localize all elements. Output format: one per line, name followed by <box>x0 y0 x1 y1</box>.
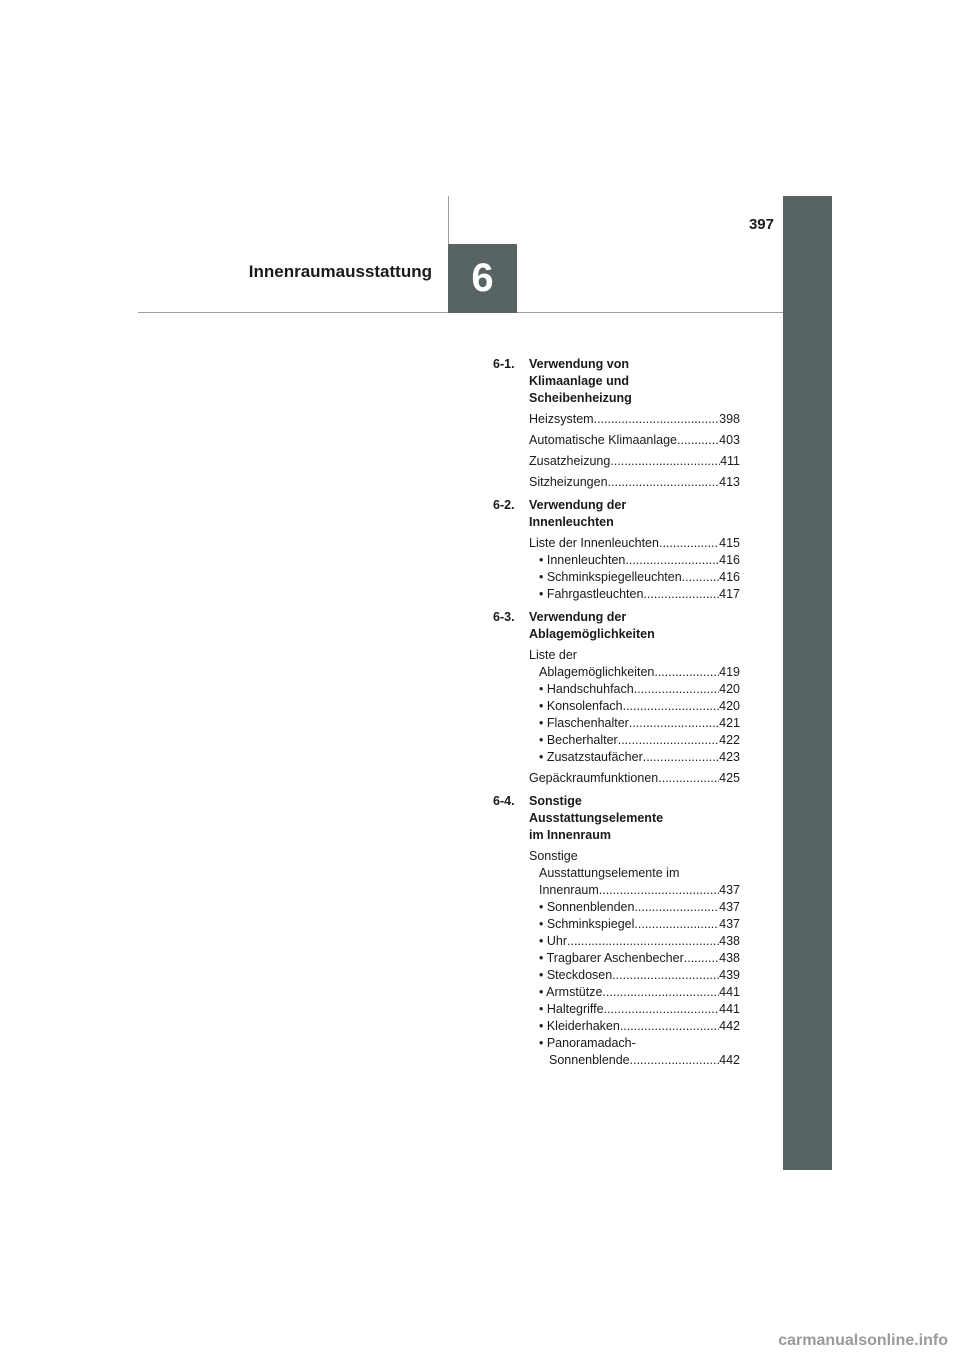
toc-entry-text: Gepäckraumfunktionen <box>529 771 659 785</box>
toc-subentry <box>529 698 740 715</box>
toc-entry-line[interactable] <box>539 569 740 586</box>
toc-section-title <box>529 609 740 643</box>
toc-section-number: 6-1. <box>493 357 515 371</box>
toc-entry-text-line: • Panoramadach- <box>539 1036 636 1050</box>
table-of-contents <box>493 356 740 1075</box>
toc-subentry <box>529 552 740 569</box>
toc-section-title-line: Verwendung von <box>529 357 630 371</box>
toc-entry-text: • Konsolenfach <box>539 699 623 713</box>
toc-entry-text: • Uhr <box>539 934 567 948</box>
toc-section-title-line: Verwendung der <box>529 498 627 512</box>
toc-page-number: 416 <box>719 553 740 567</box>
toc-section-heading[interactable] <box>493 497 740 531</box>
toc-page-number: 437 <box>719 883 740 897</box>
toc-leader-dots <box>643 749 719 766</box>
toc-subentry <box>529 967 740 984</box>
toc-subentry <box>529 984 740 1001</box>
toc-page-number: 441 <box>719 985 740 999</box>
toc-page-number: 438 <box>719 934 740 948</box>
toc-entry <box>529 647 740 766</box>
toc-entry-text: • Flaschenhalter <box>539 716 629 730</box>
toc-section-heading[interactable] <box>493 356 740 407</box>
toc-subentry <box>529 899 740 916</box>
toc-entry-line[interactable] <box>539 552 740 569</box>
toc-entry-text: Liste der Innenleuchten <box>529 536 659 550</box>
toc-subentry <box>529 950 740 967</box>
toc-subentry <box>529 1001 740 1018</box>
toc-entry-text: • Innenleuchten <box>539 553 626 567</box>
toc-subentry <box>529 715 740 732</box>
toc-entry-text-line: Liste der <box>529 648 577 662</box>
toc-entry-text: • Handschuhfach <box>539 682 634 696</box>
toc-leader-dots <box>610 453 720 470</box>
toc-leader-dots <box>618 732 719 749</box>
toc-section <box>493 356 740 491</box>
toc-subentry <box>529 749 740 766</box>
toc-entry-text: • Schminkspiegel <box>539 917 635 931</box>
toc-section-title-line: Ablagemöglichkeiten <box>529 627 655 641</box>
toc-entry-text: Heizsystem <box>529 412 594 426</box>
toc-leader-dots <box>634 681 719 698</box>
toc-page-number: 411 <box>720 454 740 468</box>
toc-leader-dots <box>620 1018 719 1035</box>
toc-section <box>493 609 740 787</box>
toc-leader-dots <box>599 882 719 899</box>
toc-page-number: 398 <box>719 412 740 426</box>
toc-section-heading[interactable] <box>493 609 740 643</box>
toc-leader-dots <box>608 474 720 491</box>
toc-subentry <box>529 1035 740 1069</box>
toc-entry-text: Automatische Klimaanlage <box>529 433 677 447</box>
toc-leader-dots <box>604 1001 720 1018</box>
toc-entry-text: Sonnenblende <box>549 1053 630 1067</box>
toc-section-title-line: im Innenraum <box>529 828 611 842</box>
toc-page-number: 423 <box>719 750 740 764</box>
toc-leader-dots <box>659 535 719 552</box>
toc-subentry <box>529 681 740 698</box>
toc-entry-line[interactable] <box>529 432 740 449</box>
toc-entry-text: • Haltegriffe <box>539 1002 604 1016</box>
toc-entry-text: • Armstütze <box>539 985 603 999</box>
toc-entry-line[interactable] <box>539 1052 740 1069</box>
toc-entry <box>529 848 740 1069</box>
toc-section-title-line: Innenleuchten <box>529 515 614 529</box>
toc-entry-text: • Becherhalter <box>539 733 618 747</box>
chapter-number-box <box>448 244 517 313</box>
toc-leader-dots <box>634 916 719 933</box>
chapter-number: 6 <box>471 256 494 300</box>
toc-leader-dots <box>567 933 719 950</box>
toc-section-title <box>529 793 740 844</box>
toc-section <box>493 497 740 603</box>
toc-section-number: 6-2. <box>493 498 515 512</box>
toc-entry <box>529 411 740 428</box>
toc-page-number: 415 <box>719 536 740 550</box>
toc-entry-text: • Zusatzstaufächer <box>539 750 643 764</box>
toc-entry-text: • Tragbarer Aschenbecher <box>539 951 684 965</box>
toc-entry-line[interactable] <box>539 732 740 749</box>
toc-leader-dots <box>630 1052 720 1069</box>
toc-subentry <box>529 569 740 586</box>
toc-page-number: 441 <box>719 1002 740 1016</box>
toc-entry-text: • Schminkspiegelleuchten <box>539 570 682 584</box>
toc-entry <box>529 770 740 787</box>
toc-page-number: 437 <box>719 900 740 914</box>
toc-page-number: 437 <box>719 917 740 931</box>
toc-page-number: 416 <box>719 570 740 584</box>
toc-entry-line[interactable] <box>529 535 740 552</box>
toc-entry-text: • Sonnenblenden <box>539 900 635 914</box>
toc-section-title-line: Ausstattungselemente <box>529 811 664 825</box>
toc-section-title-line: Klimaanlage und <box>529 374 630 388</box>
toc-leader-dots <box>594 411 720 428</box>
toc-section <box>493 793 740 1069</box>
toc-subentry <box>529 732 740 749</box>
toc-leader-dots <box>602 984 719 1001</box>
toc-entry-text-line: Sonstige <box>529 849 578 863</box>
toc-entry-line[interactable] <box>529 882 740 899</box>
toc-entry-text: Zusatzheizung <box>529 454 611 468</box>
toc-leader-dots <box>682 569 719 586</box>
toc-leader-dots <box>612 967 719 984</box>
toc-section-title <box>529 497 740 531</box>
toc-entry-line[interactable] <box>539 899 740 916</box>
toc-page-number: 422 <box>719 733 740 747</box>
toc-subentry <box>529 1018 740 1035</box>
toc-leader-dots <box>658 770 719 787</box>
toc-entry-line[interactable] <box>529 411 740 428</box>
header-vertical-rule <box>448 196 449 244</box>
toc-leader-dots <box>643 586 719 603</box>
toc-page-number: 442 <box>719 1019 740 1033</box>
page-number: 397 <box>748 216 774 233</box>
toc-subentry <box>529 933 740 950</box>
toc-page-number: 438 <box>719 951 740 965</box>
toc-entry-text: • Kleiderhaken <box>539 1019 620 1033</box>
toc-section-title-line: Verwendung der <box>529 610 627 624</box>
toc-entry-line[interactable] <box>539 1001 740 1018</box>
toc-page-number: 420 <box>719 699 740 713</box>
toc-page-number: 420 <box>719 682 740 696</box>
toc-page-number: 403 <box>719 433 740 447</box>
toc-page-number: 419 <box>719 665 740 679</box>
toc-entry <box>529 453 740 470</box>
toc-page-number: 421 <box>719 716 740 730</box>
toc-section-heading[interactable] <box>493 793 740 844</box>
toc-leader-dots <box>625 552 719 569</box>
toc-leader-dots <box>684 950 719 967</box>
toc-entry-text: • Steckdosen <box>539 968 613 982</box>
toc-entry-line[interactable] <box>539 715 740 732</box>
toc-leader-dots <box>623 698 720 715</box>
toc-page-number: 425 <box>719 771 740 785</box>
toc-leader-dots <box>677 432 719 449</box>
toc-entry <box>529 432 740 449</box>
toc-entry-text-line: Ausstattungselemente im <box>539 866 680 880</box>
toc-entry-line[interactable] <box>539 586 740 603</box>
toc-entry-line[interactable] <box>529 453 740 470</box>
toc-section-title-line: Sonstige <box>529 794 582 808</box>
toc-leader-dots <box>634 899 719 916</box>
toc-entry-line[interactable] <box>539 1018 740 1035</box>
toc-entry-line[interactable] <box>539 967 740 984</box>
toc-entry-line[interactable] <box>539 933 740 950</box>
toc-section-title-line: Scheibenheizung <box>529 391 632 405</box>
toc-entry-line[interactable] <box>539 698 740 715</box>
toc-entry-text: Sitzheizungen <box>529 475 608 489</box>
toc-subentry <box>529 586 740 603</box>
toc-section-number: 6-4. <box>493 794 515 808</box>
toc-entry <box>529 474 740 491</box>
toc-page-number: 439 <box>719 968 740 982</box>
toc-entry-text: Ablagemöglichkeiten <box>539 665 655 679</box>
toc-entry-line[interactable] <box>539 984 740 1001</box>
toc-entry-line[interactable] <box>529 474 740 491</box>
toc-entry-line[interactable] <box>529 770 740 787</box>
toc-entry-line[interactable] <box>539 681 740 698</box>
toc-entry-line[interactable] <box>539 950 740 967</box>
toc-entry <box>529 535 740 603</box>
toc-leader-dots <box>654 664 719 681</box>
toc-section-number: 6-3. <box>493 610 515 624</box>
toc-section-title <box>529 356 740 407</box>
watermark: carmanualsonline.info <box>778 1332 948 1349</box>
toc-leader-dots <box>629 715 719 732</box>
toc-entry-line[interactable] <box>529 664 740 681</box>
toc-entry-text: • Fahrgastleuchten <box>539 587 644 601</box>
toc-entry-text: Innenraum <box>539 883 599 897</box>
toc-subentry <box>529 916 740 933</box>
toc-entry-line[interactable] <box>539 749 740 766</box>
toc-entry-line[interactable] <box>539 916 740 933</box>
chapter-title: Innenraumausstattung <box>248 262 432 281</box>
toc-page-number: 442 <box>719 1053 740 1067</box>
chapter-side-tab <box>783 196 832 1170</box>
toc-page-number: 417 <box>719 587 740 601</box>
toc-page-number: 413 <box>719 475 740 489</box>
